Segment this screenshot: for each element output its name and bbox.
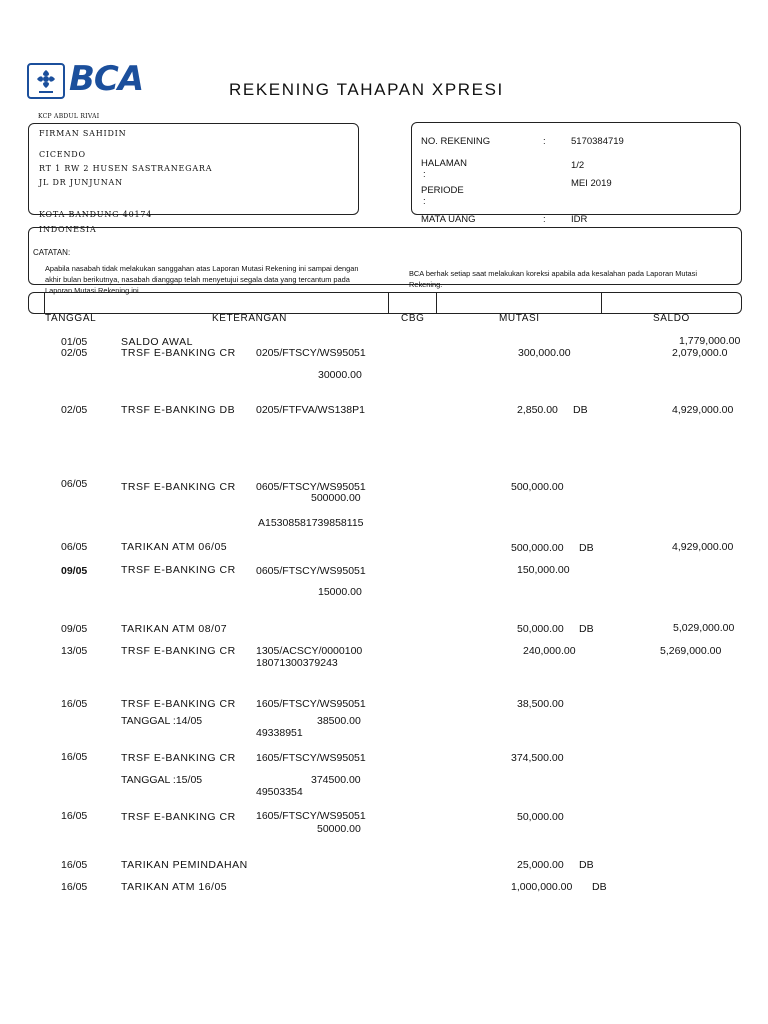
row-amount: 2,850.00 [517, 404, 558, 416]
row-description: TRSF E-BANKING DB [121, 404, 236, 416]
row-description: TRSF E-BANKING CR [121, 564, 236, 576]
column-header-branch: CBG [401, 313, 425, 324]
row-balance: 2,079,000.0 [672, 347, 728, 359]
row-detail: 18071300379243 [256, 657, 338, 669]
customer-address-line3: JL DR JUNJUNAN [39, 178, 123, 187]
row-date: 16/05 [61, 881, 88, 893]
row-description: TARIKAN PEMINDAHAN [121, 859, 248, 871]
bca-seal-icon [27, 63, 65, 99]
row-amount: 374,500.00 [511, 752, 564, 764]
row-reference: 0205/FTSCY/WS95051 [256, 347, 366, 359]
logo-text: BCA [69, 59, 144, 99]
bca-logo [27, 59, 147, 99]
account-number-value: 5170384719 [571, 136, 624, 147]
document-title: REKENING TAHAPAN XPRESI [229, 80, 504, 99]
row-amount: 50,000.00 [517, 811, 564, 823]
row-detail: 49338951 [256, 727, 303, 739]
customer-name: FIRMAN SAHIDIN [39, 129, 127, 138]
row-reference: 0605/FTSCY/WS95051 [256, 565, 366, 577]
page-value: 1/2 [571, 160, 585, 171]
row-reference: 1605/FTSCY/WS95051 [256, 810, 366, 822]
row-date: 09/05 [61, 623, 88, 635]
row-type: DB [579, 542, 594, 554]
notes-label: CATATAN: [33, 248, 71, 257]
row-detail: 30000.00 [318, 369, 362, 381]
column-header-date: TANGGAL [45, 313, 97, 324]
page-colon: : [423, 169, 426, 180]
row-description: TARIKAN ATM 06/05 [121, 541, 228, 553]
row-amount: 500,000.00 [511, 542, 564, 554]
currency-colon: : [543, 214, 546, 225]
row-amount: 150,000.00 [517, 564, 570, 576]
row-date: 06/05 [61, 478, 88, 490]
row-reference: 0605/FTSCY/WS95051 [256, 481, 366, 493]
period-label: PERIODE [421, 185, 464, 196]
column-header-mutation: MUTASI [499, 313, 540, 324]
row-description: TARIKAN ATM 16/05 [121, 881, 228, 893]
page-label: HALAMAN [421, 158, 467, 169]
row-description: TRSF E-BANKING CR [121, 811, 236, 823]
row-reference: 0205/FTFVA/WS138P1 [256, 404, 365, 416]
row-date: 02/05 [61, 347, 88, 359]
row-description: TRSF E-BANKING CR [121, 698, 236, 710]
period-colon: : [423, 196, 426, 207]
customer-address-line2: RT 1 RW 2 HUSEN SASTRANEGARA [39, 164, 213, 173]
row-detail: 38500.00 [317, 715, 361, 727]
row-subdetail: TANGGAL :15/05 [121, 774, 203, 786]
row-date: 16/05 [61, 751, 88, 763]
row-detail: 15000.00 [318, 586, 362, 598]
account-number-colon: : [543, 136, 546, 147]
customer-address-line1: CICENDO [39, 150, 86, 159]
row-detail: 500000.00 [311, 492, 361, 504]
row-amount: 500,000.00 [511, 481, 564, 493]
row-amount: 240,000.00 [523, 645, 576, 657]
row-balance: 4,929,000.00 [672, 404, 734, 416]
column-header-description: KETERANGAN [212, 313, 287, 324]
notes-right-text: BCA berhak setiap saat melakukan koreksi apabila ada kesalahan pada Laporan Mutasi Rekening. [409, 269, 698, 289]
row-date: 13/05 [61, 645, 88, 657]
row-date: 01/05 [61, 336, 88, 348]
row-amount: 50,000.00 [517, 623, 564, 635]
column-divider [436, 292, 437, 314]
row-date: 16/05 [61, 698, 88, 710]
row-description: TRSF E-BANKING CR [121, 645, 236, 657]
branch-name: KCP ABDUL RIVAI [38, 113, 100, 120]
row-detail: 50000.00 [317, 823, 361, 835]
row-amount: 300,000.00 [518, 347, 571, 359]
row-amount: 25,000.00 [517, 859, 564, 871]
customer-city: KOTA BANDUNG 40174 [39, 210, 153, 219]
row-date: 16/05 [61, 810, 88, 822]
row-date: 16/05 [61, 859, 88, 871]
row-date: 09/05 [61, 565, 88, 577]
notes-left-text: Apabila nasabah tidak melakukan sanggahan atas Laporan Mutasi Rekening ini sampai dengan akhir bulan berikutnya, nasabah dianggap telah menyetujui segala data yang tercantum pada Laporan Mutasi Rekening ini. [45, 264, 359, 295]
row-description: SALDO AWAL [121, 336, 193, 348]
column-header-balance: SALDO [653, 313, 690, 324]
row-reference: 1605/FTSCY/WS95051 [256, 698, 366, 710]
row-detail: 374500.00 [311, 774, 361, 786]
currency-value: IDR [571, 214, 588, 225]
row-type: DB [573, 404, 588, 416]
column-divider [601, 292, 602, 314]
row-subdetail: TANGGAL :14/05 [121, 715, 203, 727]
row-type: DB [579, 859, 594, 871]
row-description: TARIKAN ATM 08/07 [121, 623, 228, 635]
row-description: TRSF E-BANKING CR [121, 752, 236, 764]
account-number-label: NO. REKENING [421, 136, 491, 147]
row-description: TRSF E-BANKING CR [121, 347, 236, 359]
row-reference: 1305/ACSCY/0000100 [256, 645, 363, 657]
row-amount: 38,500.00 [517, 698, 564, 710]
currency-label: MATA UANG [421, 214, 476, 225]
row-type: DB [579, 623, 594, 635]
customer-country: INDONESIA [39, 225, 97, 234]
row-description: TRSF E-BANKING CR [121, 481, 236, 493]
column-divider [44, 292, 45, 314]
row-balance: 1,779,000.00 [679, 335, 741, 347]
row-balance: 4,929,000.00 [672, 541, 734, 553]
row-detail: 49503354 [256, 786, 303, 798]
row-balance: 5,029,000.00 [673, 622, 735, 634]
row-balance: 5,269,000.00 [660, 645, 722, 657]
period-value: MEI 2019 [571, 178, 612, 189]
column-header-box [28, 292, 742, 314]
row-detail: A15308581739858115 [258, 517, 364, 529]
row-date: 06/05 [61, 541, 88, 553]
column-divider [388, 292, 389, 314]
row-type: DB [592, 881, 607, 893]
row-date: 02/05 [61, 404, 88, 416]
row-reference: 1605/FTSCY/WS95051 [256, 752, 366, 764]
row-amount: 1,000,000.00 [511, 881, 573, 893]
